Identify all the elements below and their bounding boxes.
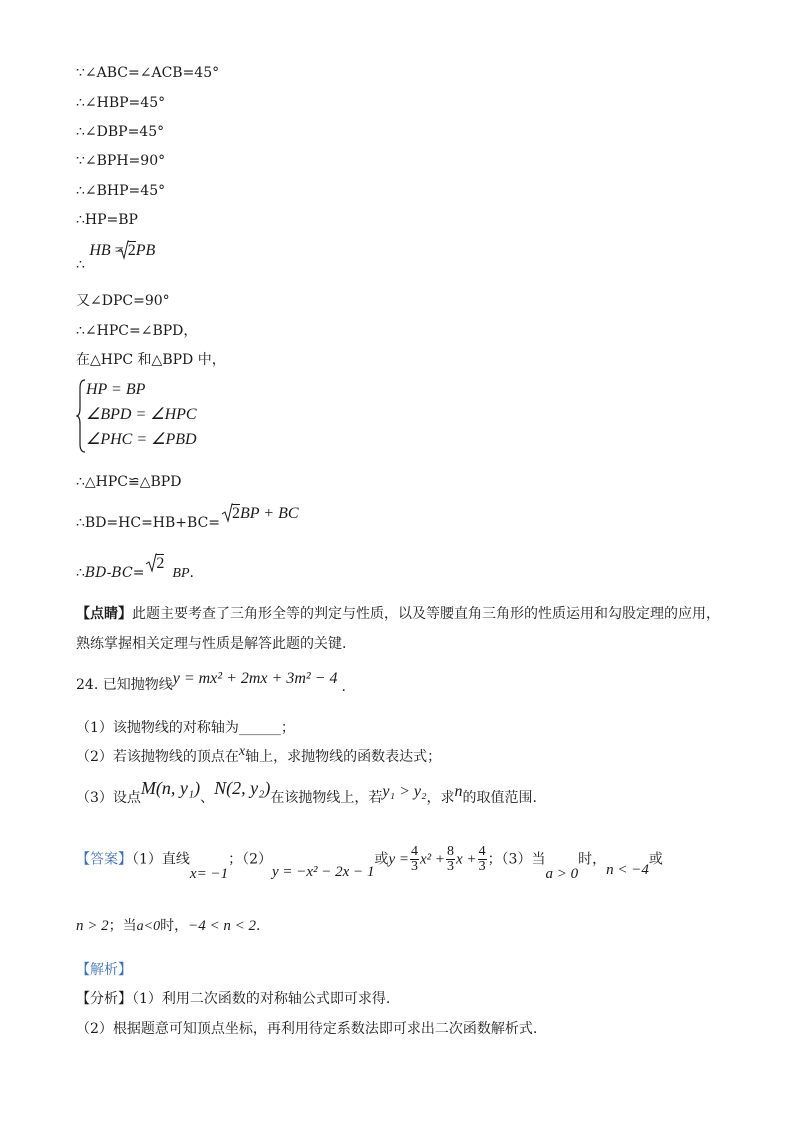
separator: 、 <box>200 790 215 806</box>
answer-text: ；当 <box>108 918 137 934</box>
stem-formula: y = mx² + 2mx + 3m² − 4 <box>172 670 338 687</box>
part-text: （3）设点 <box>76 790 141 806</box>
sqrt-symbol <box>128 242 136 260</box>
math-x: x <box>238 744 246 759</box>
fraction-denominator: 3 <box>478 859 486 874</box>
answer-text: ；（2） <box>228 851 272 868</box>
part-text: ，求 <box>426 790 455 806</box>
comment-text: 此题主要考查了三角形全等的判定与性质，以及等腰直角三角形的性质运用和勾股定理的应用， <box>132 606 720 622</box>
comment-line-1 <box>76 605 720 623</box>
therefore-symbol: ∴ <box>76 257 85 273</box>
step-line: ∴HP=BP <box>76 212 138 228</box>
math-eq: = <box>132 565 145 581</box>
answer-text: 或 <box>648 851 663 868</box>
fraction-denominator: 3 <box>411 859 418 874</box>
answer-tag: 【答案】 <box>76 851 132 868</box>
answer-text: ；（3）当 <box>487 851 546 868</box>
question-number-text: 24. 已知抛物线 <box>76 677 173 693</box>
system-row: HP = BP <box>86 381 146 398</box>
math-n: n <box>454 783 463 800</box>
step-line-bd-bc <box>76 555 194 583</box>
answer-text: （1）直线 <box>132 851 190 868</box>
math-term: x + <box>456 851 477 868</box>
system-row: ∠BPD = ∠HPC <box>86 406 197 423</box>
math-a-pos: a > 0 <box>545 865 579 882</box>
sqrt-radicand: 2 <box>232 505 241 522</box>
step-line: ∴∠DBP=45° <box>76 124 165 140</box>
sqrt-radicand: 2 <box>156 555 165 572</box>
system-row: ∠PHC = ∠PBD <box>86 431 197 448</box>
step-line: ∴∠BHP=45° <box>76 183 166 199</box>
part-text: 轴上，求抛物线的函数表达式； <box>245 749 442 765</box>
part-text: 的取值范围. <box>462 790 537 806</box>
math-eq: = <box>110 242 128 259</box>
sqrt-symbol <box>156 555 164 573</box>
period: . <box>255 918 261 934</box>
analysis-line-1 <box>76 990 390 1008</box>
step-line: 又∠DPC=90° <box>76 293 170 309</box>
math-term: x² + <box>420 851 446 868</box>
therefore-symbol: ∴ <box>76 565 85 581</box>
math-n-gt: n > 2 <box>76 918 109 934</box>
fraction <box>410 845 419 874</box>
fraction-denominator: 3 <box>447 859 455 874</box>
period: . <box>189 565 194 581</box>
answer-text: 或 <box>374 851 389 868</box>
step-text: ∴BD=HC=HB+BC= <box>76 515 221 531</box>
step-line: 在△HPC 和△BPD 中， <box>76 352 226 368</box>
period: . <box>341 679 346 695</box>
sqrt-symbol <box>232 505 240 523</box>
math-bp: BP <box>172 566 190 581</box>
question-stem <box>76 670 346 695</box>
step-line-bd <box>76 505 299 532</box>
equation-system <box>76 378 226 454</box>
fraction <box>478 845 487 874</box>
analysis-subtag: 【分析】 <box>76 991 132 1007</box>
step-line-hb <box>76 242 156 273</box>
analysis-text: （1）利用二次函数的对称轴公式即可求得. <box>132 991 391 1007</box>
math-point-m: M(n, y₁) <box>140 778 201 798</box>
math-n-lt: n < −4 <box>606 861 649 878</box>
analysis-line-2: （2）根据题意可知顶点坐标，再利用待定系数法即可求出二次函数解析式. <box>76 1021 538 1037</box>
math-a-neg: a<0 <box>136 919 161 934</box>
math-pb: PB <box>135 242 156 259</box>
math-hb: HB <box>89 242 111 259</box>
step-line: ∴△HPC≌△BPD <box>76 474 182 490</box>
math-range: −4 < n < 2 <box>188 918 256 934</box>
math-bd-bc: BD-BC <box>84 565 133 581</box>
answer-text: 时， <box>160 918 189 934</box>
math-point-n: N(2, y₂) <box>214 778 271 798</box>
comment-line-2: 熟练掌握相关定理与性质是解答此题的关键. <box>76 636 347 652</box>
math-y-2: y = <box>388 851 409 868</box>
fraction-numerator: 8 <box>447 844 455 859</box>
answer-text: 时， <box>578 851 607 868</box>
math-condition: y₁ > y₂ <box>382 783 427 800</box>
step-line: ∵∠BPH=90° <box>76 153 166 169</box>
fraction <box>446 845 455 874</box>
question-part-2 <box>76 744 442 767</box>
fraction-numerator: 4 <box>478 844 486 859</box>
sqrt-radicand: 2 <box>127 242 136 259</box>
question-part-3 <box>76 778 537 807</box>
comment-tag: 【点睛】 <box>76 606 132 622</box>
math-expression: BP + BC <box>240 505 299 522</box>
question-part-1: （1）该抛物线的对称轴为______； <box>76 720 295 736</box>
part-text: 在该抛物线上，若 <box>270 790 383 806</box>
step-line: ∴∠HPC=∠BPD， <box>76 323 198 339</box>
fraction-numerator: 4 <box>411 844 418 859</box>
step-line: ∵∠ABC=∠ACB=45° <box>76 65 220 81</box>
part-text: （2）若该抛物线的顶点在 <box>76 749 239 765</box>
step-line: ∴∠HBP=45° <box>76 95 166 111</box>
math-y-1: y = −x² − 2x − 1 <box>272 863 375 880</box>
answer-line-1 <box>76 844 663 882</box>
math-x-eq: x= −1 <box>189 865 229 882</box>
analysis-tag: 【解析】 <box>76 962 132 978</box>
brace-icon <box>76 378 86 454</box>
answer-line-2 <box>76 917 260 936</box>
